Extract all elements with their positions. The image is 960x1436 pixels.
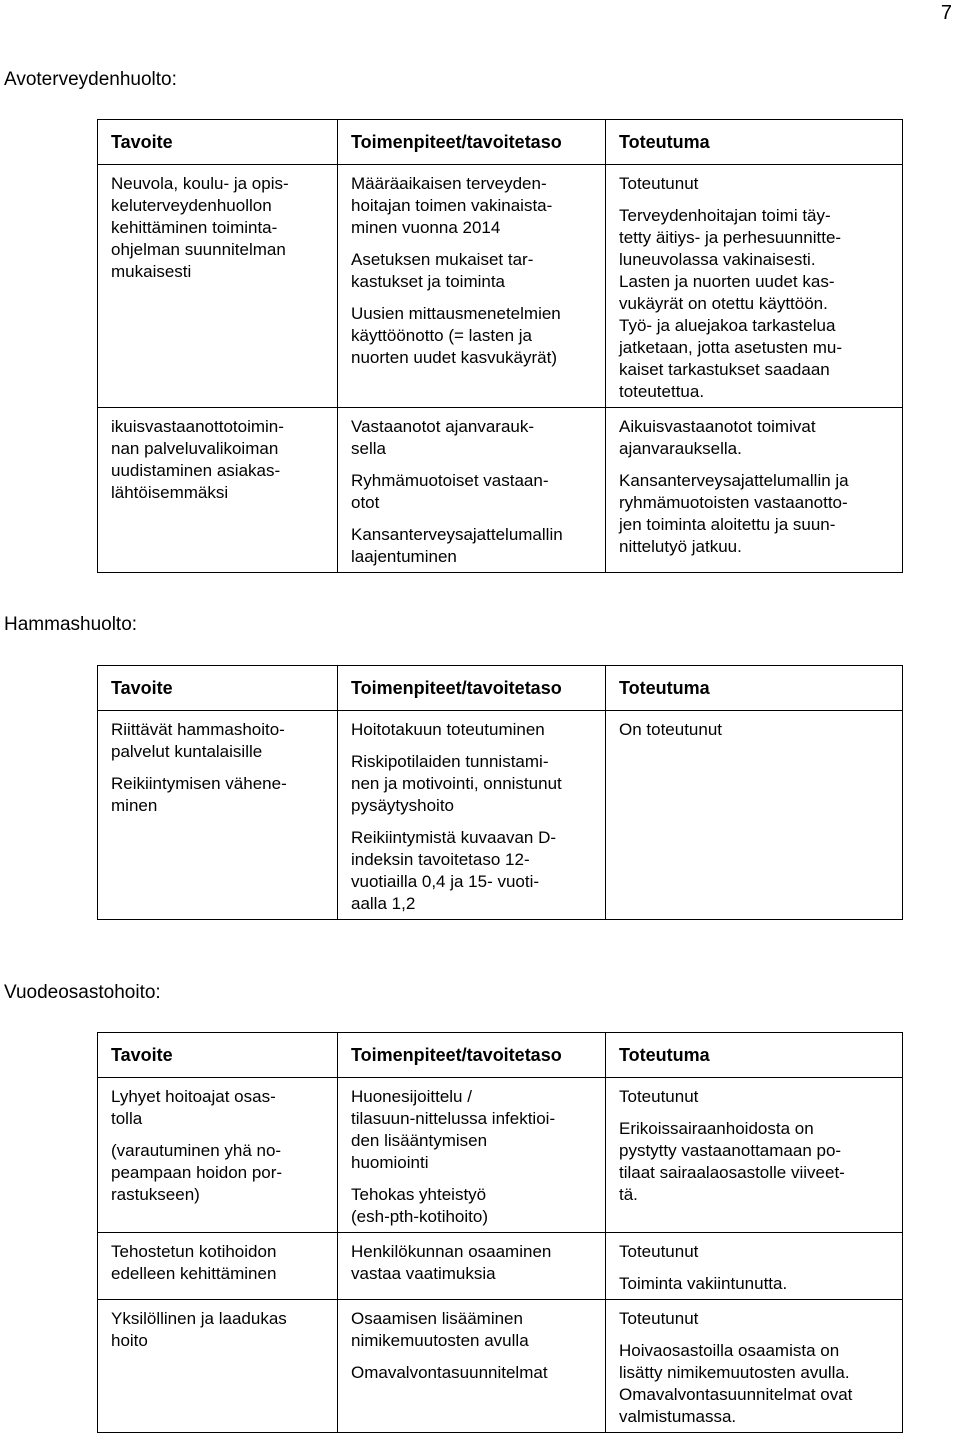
- cell-paragraph: ikuisvastaanottotoimin- nan palveluvalikoiman uudistaminen asiakas- lähtöisemmäksi: [111, 417, 284, 502]
- cell-paragraph: Vastaanotot ajanvarauk- sella: [351, 417, 535, 458]
- cell-paragraph: Toteutunut: [619, 1087, 699, 1106]
- cell-goal: [98, 711, 338, 920]
- header-outcome: Toteutuma: [606, 666, 903, 711]
- cell-outcome: [606, 1078, 903, 1233]
- cell-paragraph: Hoivaosastoilla osaamista on lisätty nimikemuutosten avulla. Omavalvontasuunnitelmat ovat valmistumassa.: [619, 1341, 853, 1426]
- cell-paragraph: Reikiintymistä kuvaavan D- indeksin tavoitetaso 12- vuotiailla 0,4 ja 15- vuoti- aalla 1,2: [351, 828, 557, 913]
- page-number: 7: [940, 2, 952, 24]
- cell-paragraph: Huonesijoittelu / tilasuun-nittelussa infektioi- den lisääntymisen huomiointi: [351, 1087, 556, 1172]
- cell-actions: [338, 165, 606, 408]
- table-row: [98, 1233, 903, 1300]
- cell-goal: [98, 408, 338, 573]
- section-title-avoterveydenhuolto: Avoterveydenhuolto:: [4, 69, 177, 90]
- header-actions: Toimenpiteet/tavoitetaso: [338, 120, 606, 165]
- cell-paragraph: Uusien mittausmenetelmien käyttöönotto (= lasten ja nuorten uudet kasvukäyrät): [351, 304, 561, 367]
- cell-paragraph: On toteutunut: [619, 720, 723, 739]
- table-header-row: [98, 120, 903, 165]
- table-row: [98, 1078, 903, 1233]
- cell-paragraph: Henkilökunnan osaaminen vastaa vaatimuksia: [351, 1242, 552, 1283]
- cell-outcome: [606, 1233, 903, 1300]
- cell-paragraph: Toteutunut: [619, 174, 699, 193]
- cell-paragraph: Riittävät hammashoito- palvelut kuntalaisille: [111, 720, 285, 761]
- cell-actions: [338, 1233, 606, 1300]
- cell-goal: [98, 1233, 338, 1300]
- cell-paragraph: Yksilöllinen ja laadukas hoito: [111, 1309, 287, 1350]
- section-title-hammashuolto: Hammashuolto:: [4, 614, 138, 635]
- cell-paragraph: Aikuisvastaanotot toimivat ajanvarauksella.: [619, 417, 816, 458]
- cell-actions: [338, 1300, 606, 1433]
- cell-actions: [338, 711, 606, 920]
- cell-paragraph: Lyhyet hoitoajat osas- tolla: [111, 1087, 276, 1128]
- cell-actions: [338, 1078, 606, 1233]
- cell-paragraph: Neuvola, koulu- ja opis- keluterveydenhuollon kehittäminen toiminta- ohjelman suunnitelman mukaisesti: [111, 174, 289, 281]
- cell-paragraph: Kansanterveysajattelumallin ja ryhmämuotoisten vastaanotto- jen toiminta aloitettu ja suun- nittelutyö jatkuu.: [619, 471, 849, 556]
- table-row: [98, 408, 903, 573]
- header-actions: Toimenpiteet/tavoitetaso: [338, 1033, 606, 1078]
- cell-paragraph: Määräaikaisen terveyden- hoitajan toimen vakinaista- minen vuonna 2014: [351, 174, 553, 237]
- header-goal: Tavoite: [98, 666, 338, 711]
- table-avoterveydenhuolto: [97, 119, 903, 573]
- table-header-row: [98, 666, 903, 711]
- cell-paragraph: Tehokas yhteistyö (esh-pth-kotihoito): [351, 1185, 489, 1226]
- cell-paragraph: Osaamisen lisääminen nimikemuutosten avulla: [351, 1309, 529, 1350]
- cell-paragraph: Erikoissairaanhoidosta on pystytty vastaanottamaan po- tilaat sairaalaosastolle viiveet- tä.: [619, 1119, 845, 1204]
- section-title-vuodeosastohoito: Vuodeosastohoito:: [4, 982, 161, 1003]
- header-outcome: Toteutuma: [606, 1033, 903, 1078]
- cell-actions: [338, 408, 606, 573]
- cell-paragraph: Toteutunut: [619, 1309, 699, 1328]
- table-row: [98, 1300, 903, 1433]
- header-goal: Tavoite: [98, 1033, 338, 1078]
- cell-outcome: [606, 408, 903, 573]
- cell-outcome: [606, 711, 903, 920]
- cell-paragraph: Omavalvontasuunnitelmat: [351, 1363, 548, 1382]
- cell-paragraph: Tehostetun kotihoidon edelleen kehittäminen: [111, 1242, 277, 1283]
- table-row: [98, 165, 903, 408]
- cell-goal: [98, 1300, 338, 1433]
- cell-paragraph: (varautuminen yhä no- peampaan hoidon por- rastukseen): [111, 1141, 283, 1204]
- cell-paragraph: Riskipotilaiden tunnistami- nen ja motivointi, onnistunut pysäytyshoito: [351, 752, 562, 815]
- cell-paragraph: Hoitotakuun toteutuminen: [351, 720, 545, 739]
- table-header-row: [98, 1033, 903, 1078]
- cell-paragraph: Kansanterveysajattelumallin laajentuminen: [351, 525, 563, 566]
- cell-paragraph: Terveydenhoitajan toimi täy- tetty äitiys- ja perhesuunnitte- luneuvolassa vakinaisesti. Lasten ja nuorten uudet kas- vukäyrät on otettu käyttöön. Työ- ja aluejakoa tarkastelua jatketaan, jotta asetusten mu- kaiset tarkastukset saadaan toteutettua.: [619, 206, 843, 401]
- cell-paragraph: Ryhmämuotoiset vastaan- otot: [351, 471, 549, 512]
- cell-paragraph: Reikiintymisen vähene- minen: [111, 774, 287, 815]
- table-hammashuolto: [97, 665, 903, 920]
- cell-goal: [98, 165, 338, 408]
- cell-outcome: [606, 165, 903, 408]
- table-vuodeosastohoito: [97, 1032, 903, 1433]
- cell-outcome: [606, 1300, 903, 1433]
- header-goal: Tavoite: [98, 120, 338, 165]
- cell-paragraph: Asetuksen mukaiset tar- kastukset ja toiminta: [351, 250, 534, 291]
- cell-paragraph: Toiminta vakiintunutta.: [619, 1274, 788, 1293]
- cell-goal: [98, 1078, 338, 1233]
- header-actions: Toimenpiteet/tavoitetaso: [338, 666, 606, 711]
- cell-paragraph: Toteutunut: [619, 1242, 699, 1261]
- header-outcome: Toteutuma: [606, 120, 903, 165]
- table-row: [98, 711, 903, 920]
